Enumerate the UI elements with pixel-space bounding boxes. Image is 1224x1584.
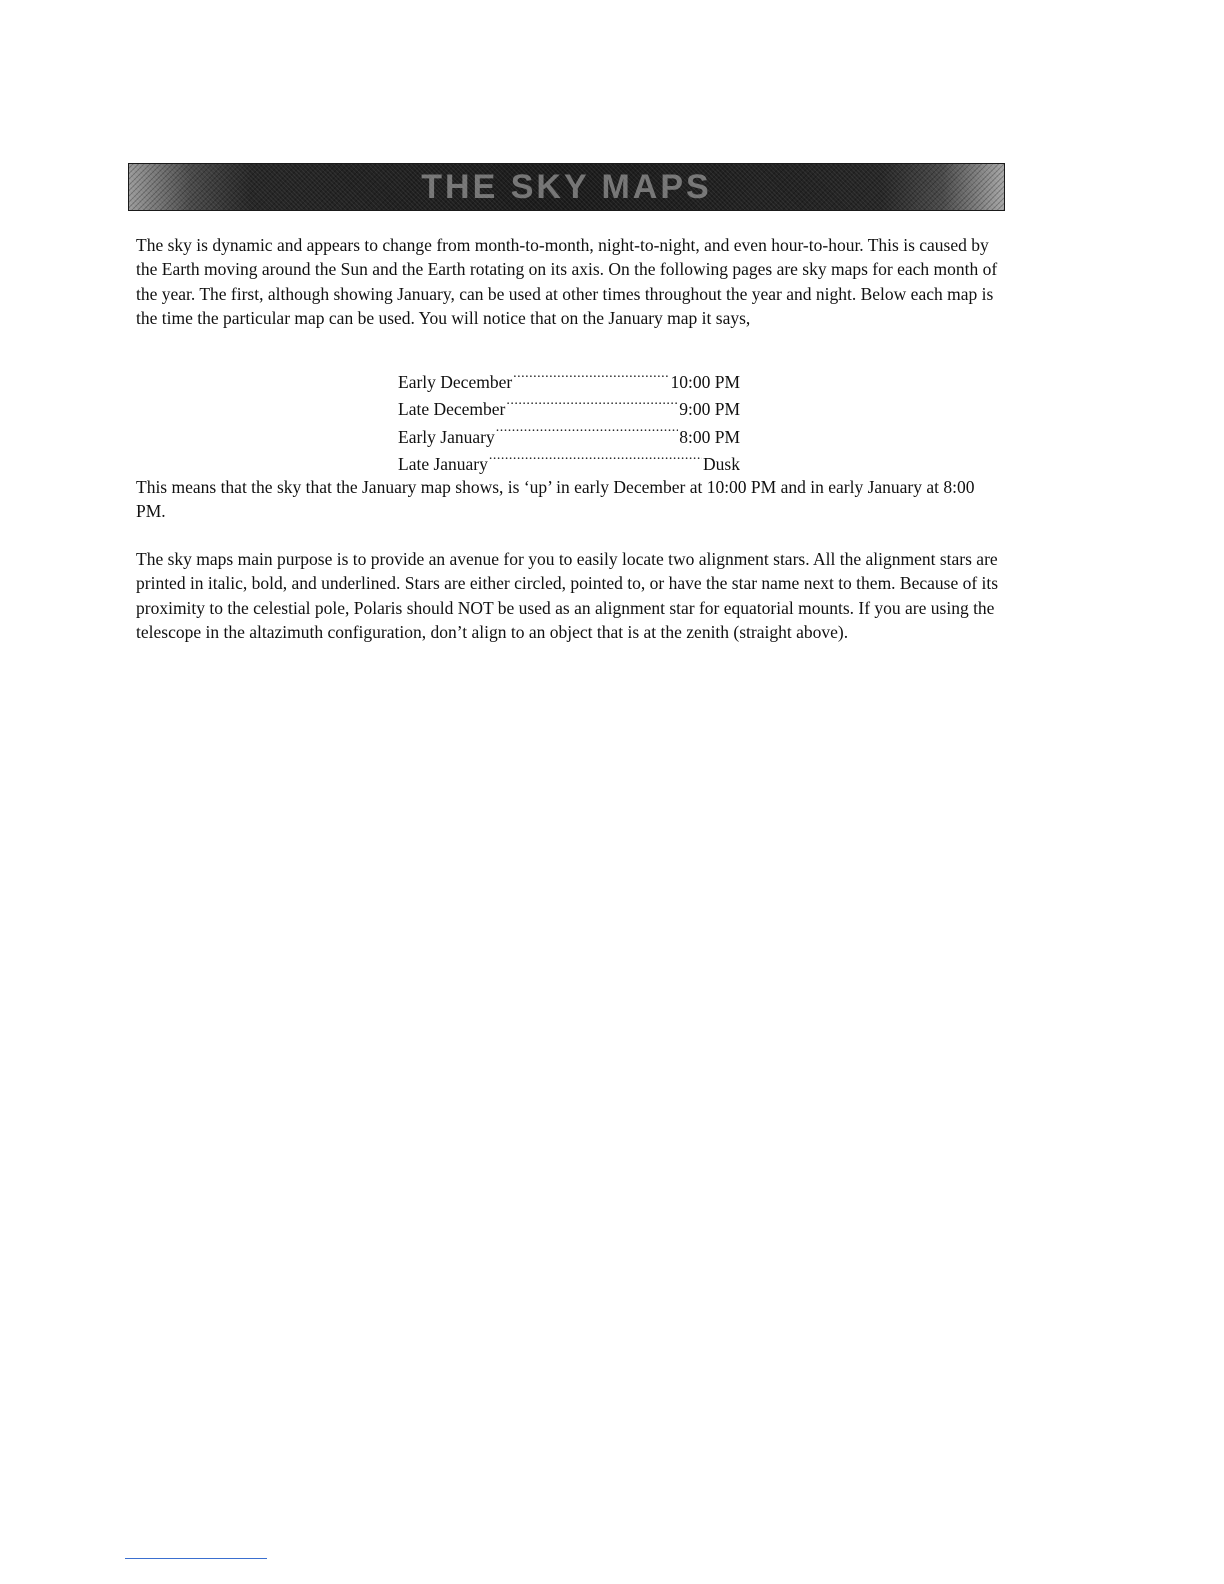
section-banner [128,163,1005,211]
meaning-paragraph: This means that the sky that the January map shows, is ‘up’ in early December at 10:00 PM and in early January at 8:00 PM. [136,477,975,522]
dot-leader [513,367,669,388]
dot-leader [489,449,702,470]
schedule-label: Early January [398,426,495,447]
schedule-row [398,367,740,394]
schedule-row [398,394,740,421]
schedule-label: Early December [398,372,513,392]
map-time-schedule [398,367,740,476]
schedule-label: Late January [398,453,488,474]
footnote-rule [125,1558,267,1559]
dot-leader [496,422,679,443]
intro-paragraph: The sky is dynamic and appears to change from month-to-month, night-to-night, and even hour-to-hour. This is caused by the Earth moving around the Sun and the Earth rotating on its axis. On the following pages are sky maps for each month of the year. The first, although showing January, can be used at other times throughout the year and night. Below each map is the time the particular map can be used. You will notice that on the January map it says, [136,235,998,328]
dot-leader [506,394,678,415]
schedule-time: Dusk [703,453,740,474]
schedule-label: Late December [398,399,506,420]
schedule-row [398,422,740,449]
schedule-time: 9:00 PM [679,399,740,420]
section-title: THE SKY MAPS [421,167,712,206]
purpose-paragraph: The sky maps main purpose is to provide an avenue for you to easily locate two alignment stars. All the alignment stars are printed in italic, bold, and underlined. Stars are either circled, pointed to, or have the star name next to them. Because of its proximity to the celestial pole, Polaris should NOT be used as an alignment star for equatorial mounts. If you are using the telescope in the altazimuth configuration, don’t align to an object that is at the zenith (straight above). [136,549,999,642]
schedule-time: 10:00 PM [670,372,740,392]
schedule-time: 8:00 PM [679,426,740,447]
schedule-row [398,449,740,476]
